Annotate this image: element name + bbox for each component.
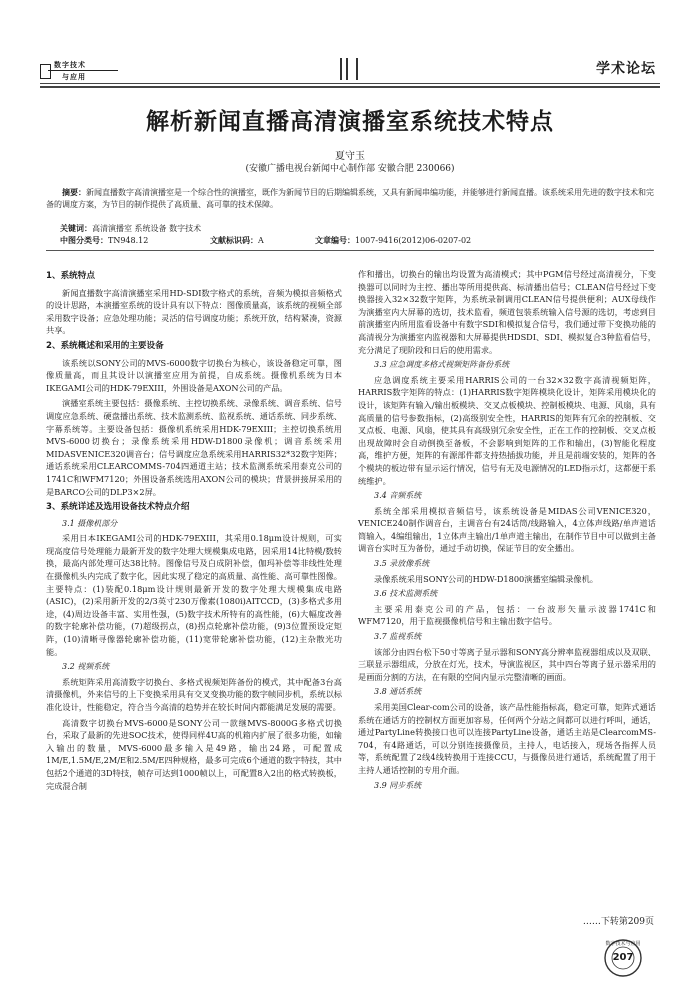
article-number-label: 文章编号： [315, 236, 355, 245]
subsection-heading: 3.5 录放像系统 [374, 559, 430, 569]
logo-line1: 数字技术 [54, 61, 86, 69]
article-number-value: 1007-9416(2012)06-0207-02 [355, 236, 472, 245]
subsection-heading: 3.9 同步系统 [374, 780, 422, 790]
paragraph: 演播室系统主要包括：摄像系统、主控切换系统、录像系统、调音系统、信号调度应急系统、硬盘播出系统、技术监测系统、监视系统、通话系统、同步系统、字幕系统等。主要设备包括：摄像机系统采用HDK-79EXIII；主控切换系统用MVS-6000切换台；录像系统采用HDW-D1800录像机；调音系统采用MIDASVENICE320调音台；信号调度应急系统采用HARRIS32*32数字矩阵；通话系统采用CLEARCOMMS-704四通道主站；技术监测系统采用泰克公司的1741C和WFM7120；外围设备系统选用AXON公司的模块；背景拼接屏采用的是BARCO公司的DLP3×2屏。 [46, 398, 342, 497]
section-title: 学术论坛 [596, 61, 656, 77]
paragraph: 录像系统采用SONY公司的HDW-D1800演播室编辑录像机。 [374, 573, 598, 584]
classification-row [60, 235, 471, 247]
paragraph: 作和播出，切换台的输出均设置为高清模式；其中PGM信号经过高清视分，下变换器可以同时为主控、播出等所用提供高、标清播出信号；CLEAN信号经过下变换器接入32×32数字矩阵，为系统录制调用CLEAN信号提供便利；AUX母线作为演播室内大屏幕的选切，技术监看，频道包装系统输入信号源的选切，考虑到目前演播室内所用监看设备中有数字SDI和模拟复合信号，我们通过带下变换功能的高清视分为演播室内监视器和大屏幕提供HDSDI、SDI、模拟复合3种监看信号，充分满足了现阶段和日后的使用需求。 [358, 269, 656, 355]
article-title: 解析新闻直播高清演播室系统技术特点 [146, 108, 554, 135]
paragraph: 该部分由四台松下50寸等离子显示器和SONY高分辨率监视器组成以及双联、三联显示器组成，分放在灯光，技术，导演监视区，其中四台等离子显示器采用的是画面分割的方法，在有限的空间内显示完整清晰的画面。 [358, 646, 656, 682]
keywords-label: 关键词： [60, 224, 92, 233]
right-column [358, 268, 656, 794]
header-rule-thick [40, 86, 660, 88]
logo-square-icon [40, 64, 51, 79]
subsection-heading: 3.1 摄像机部分 [62, 518, 118, 528]
article-meta [60, 223, 471, 247]
subsection-heading: 3.7 监视系统 [374, 632, 422, 642]
left-column [46, 268, 342, 795]
section-heading: 3、系统详述及选用设备技术特点介绍 [46, 502, 190, 513]
doc-code-label: 文献标识码： [210, 236, 258, 245]
abstract [46, 187, 654, 211]
page-number-badge [603, 938, 643, 978]
paragraph: 系统全部采用模拟音频信号，该系统设备是MIDAS公司VENICE320，VENICE240制作调音台，主调音台有24话筒/线路输入，4立体声线路/单声道话筒输入，4编组输出，1立体声主输出/1单声道主输出，在制作节目中可以做到主备调音台实时互为备份，通过手动切换，保证节目的安全播出。 [358, 505, 656, 554]
subsection-heading: 3.2 视频系统 [62, 662, 110, 672]
clc-value: TN948.12 [108, 236, 149, 245]
abstract-separator [46, 250, 654, 251]
doc-code-value: A [258, 236, 264, 245]
paragraph: 系统矩阵采用高清数字切换台、多格式视频矩阵备份的模式，其中配备3台高清摄像机，外来信号的上下变换采用具有交叉变换功能的数字帧同步机，系统以标准化设计，性能稳定，符合当今高清的趋势并在较长时间内都能满足发展的需要。 [46, 676, 342, 712]
logo-divider [48, 70, 118, 71]
author: 夏守玉 [335, 151, 365, 162]
abstract-text: 新闻直播数字高清演播室是一个综合性的演播室，既作为新闻节目的后期编辑系统，又具有新闻串编功能，并能够进行新闻直播。该系统采用先进的数字技术和完备的调度方案，为节目的制作提供了高质量、高可靠的技术保障。 [46, 188, 654, 209]
header-rule [40, 83, 660, 84]
section-heading: 2、系统概述和采用的主要设备 [46, 340, 164, 351]
journal-logo [40, 58, 118, 84]
paragraph: 应急调度系统主要采用HARRIS公司的一台32×32数字高清视频矩阵，HARRIS数字矩阵的特点：(1)HARRIS数字矩阵模块化设计，矩阵采用模块化的设计，该矩阵有输入/输出板模块、交叉点板模块、控制板模块、电源、风扇，具有高质量的信号参数指标，(2)高级别安全性，HARRIS的矩阵有冗余的控制板、交叉点板、电源、风扇，使其具有高级别冗余安全性，正在工作的控制板、交叉点板出现故障时会自动倒换至备板，不会影响到矩阵的工作和输出，(3)智能化程度高，维护方便，矩阵的有源部件都支持热插拔功能，并且是前端安装的，矩阵的各个模块的板边带有显示运行情况，信号有无及电源情况的LED指示灯，这都便于系统维护。 [358, 374, 656, 486]
subsection-heading: 3.8 通话系统 [374, 687, 422, 697]
header-bars-icon [338, 58, 362, 82]
clc-label: 中图分类号： [60, 236, 108, 245]
abstract-label: 摘要： [62, 188, 86, 197]
paragraph: 该系统以SONY公司的MVS-6000数字切换台为核心，该设备稳定可靠，图像质量高，而且其设计以演播室应用为前提，自成系统。摄像机系统为日本IKEGAMI公司的HDK-79EXIII，外围设备是AXON公司的产品。 [46, 357, 342, 393]
keywords-row [60, 223, 471, 235]
logo-line2: 与应用 [62, 73, 86, 81]
keywords-text: 高清演播室 系统设备 数字技术 [92, 224, 202, 233]
subsection-heading: 3.6 技术监测系统 [374, 589, 438, 599]
paragraph: 主要采用泰克公司的产品，包括：一台波形矢量示波器1741C和WFM7120，用于监视摄像机信号和主输出数字信号。 [358, 603, 656, 627]
affiliation: (安徽广播电视台新闻中心制作部 安徽合肥 230066) [245, 164, 455, 174]
paragraph: 新闻直播数字高清演播室采用HD-SDI数字格式的系统，音频为模拟音频格式的设计思路，本演播室系统的设计具有以下特点：图像质量高，该系统的视频全部采用数字设备；应急处理功能；灵活的信号调度功能；系统开放，结构紧凑，资源共享。 [46, 287, 342, 336]
page-number: 207 [612, 952, 634, 963]
subsection-heading: 3.4 音频系统 [374, 491, 422, 501]
paragraph: 采用美国Clear-com公司的设备，该产品性能指标高，稳定可靠，矩阵式通话系统在通话方的控制权方面更加容易，任何两个分站之间都可以进行呼叫，通话，通过PartyLine转换接口也可以连接PartyLine设备，通话主站是ClearcomMS-704，有4路通话，可以分别连接摄像员，主持人，电话接入，现场各指挥人员等，系统配置了2线4线转换用于连接CCU，与摄像员进行通话，系统配置了用于主持人通话控制的专用介面。 [358, 702, 656, 775]
paragraph: 高清数字切换台MVS-6000是SONY公司一款继MVS-8000G多格式切换台，采取了最新的先进SOC技术，使得同样4U高的机箱内扩展了很多功能，如输入输出的数量，MVS-6000最多输入是49路，输出24路，可配置成1M/E,1.5M/E,2M/E和2.5M/E四种规格，最多可完成6个通道的数字特技，其中包括2个通道的3D特技，帧存可达到1000帧以上，可配置8入2出的格式转换板，完成混合制 [46, 717, 342, 791]
subsection-heading: 3.3 应急调度多格式视频矩阵备份系统 [374, 360, 510, 370]
section-heading: 1、系统特点 [46, 271, 95, 281]
paragraph: 采用日本IKEGAMI公司的HDK-79EXIII，其采用0.18μm设计规则，可实现高度信号处理能力最新开发的数字处理大规模集成电路，因采用14比特模/数转换，最高内部处理可达38比特。图像信号及白成阴补偿，伽玛补偿等非线性处理在摄像机头内完成了数字化，因此实现了稳定的高质量、高性能、高可靠性图像。主要特点：(1)装配0.18μm设计规则最新开发的数字处理大规模集成电路(ASIC)，(2)采用新开发的2/3英寸230万像素(1080i)AITCCD，(3)多格式多用途，(4)周边设备丰富、实用性强，(5)数字技术所特有的高性能，(6)大幅度改善的数字轮廓补偿功能，(7)超级拐点，(8)拐点轮廓补偿功能，(9)3位置预设定矩阵，(10)清晰寻像器轮廓补偿功能，(11)宽带轮廓补偿功能，(12)主杂散光功能。 [46, 533, 342, 657]
badge-journal-text: 数字技术与应用 [605, 941, 641, 947]
continued-note: ……下转第209页 [582, 917, 654, 927]
